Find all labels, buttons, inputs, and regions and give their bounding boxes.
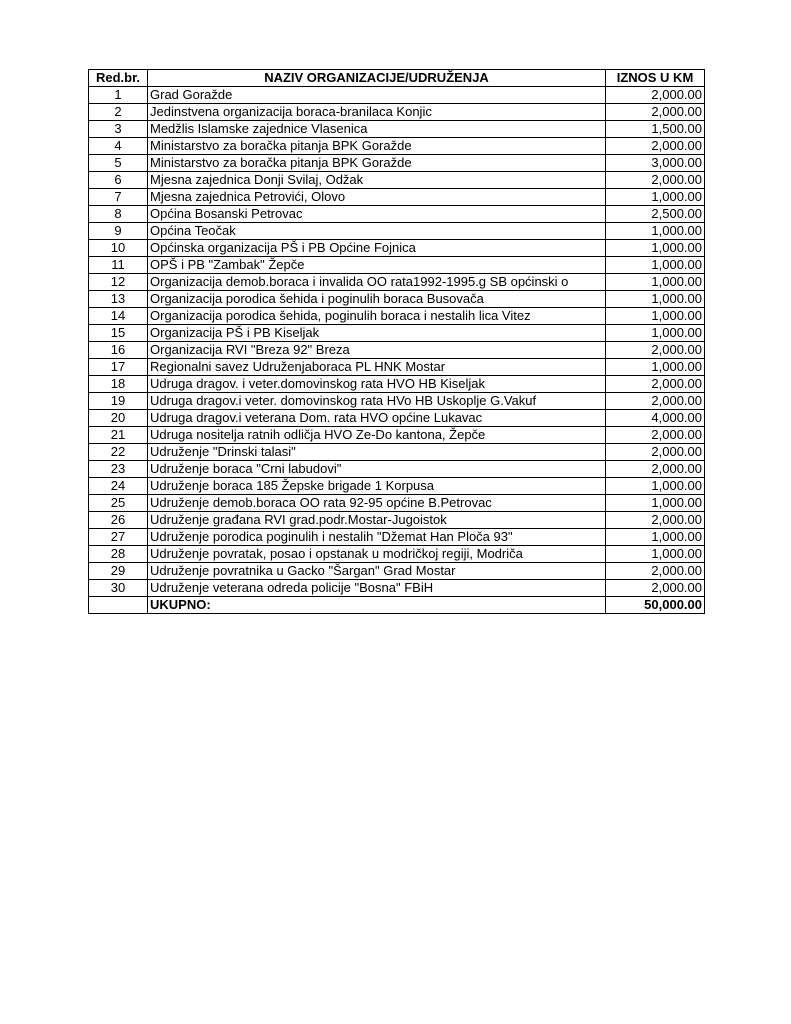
amount: 1,000.00 [606, 291, 705, 308]
table-row [89, 138, 705, 155]
row-number: 2 [89, 104, 148, 121]
table-row [89, 308, 705, 325]
amount: 1,000.00 [606, 223, 705, 240]
amount: 2,500.00 [606, 206, 705, 223]
row-number: 8 [89, 206, 148, 223]
amount: 1,000.00 [606, 274, 705, 291]
row-number: 28 [89, 546, 148, 563]
row-number: 11 [89, 257, 148, 274]
table-header-row [89, 70, 705, 87]
organization-name: Udruga nositelja ratnih odličja HVO Ze-Do kantona, Žepče [148, 427, 606, 444]
total-row [89, 597, 705, 614]
organization-name: Regionalni savez Udruženjaboraca PL HNK Mostar [148, 359, 606, 376]
amount: 2,000.00 [606, 563, 705, 580]
amount: 1,000.00 [606, 325, 705, 342]
organization-name: Udruženje građana RVI grad.podr.Mostar-Jugoistok [148, 512, 606, 529]
table-row [89, 563, 705, 580]
row-number: 3 [89, 121, 148, 138]
amount: 1,000.00 [606, 478, 705, 495]
column-header-amount: IZNOS U KM [606, 70, 705, 87]
row-number: 20 [89, 410, 148, 427]
organization-name: Organizacija porodica šehida, poginulih boraca i nestalih lica Vitez [148, 308, 606, 325]
organization-name: Ministarstvo za boračka pitanja BPK Goražde [148, 155, 606, 172]
organization-name: Udruženje boraca "Crni labudovi" [148, 461, 606, 478]
amount: 1,000.00 [606, 308, 705, 325]
amount: 2,000.00 [606, 461, 705, 478]
row-number: 12 [89, 274, 148, 291]
organization-name: Udruženje demob.boraca OO rata 92-95 općine B.Petrovac [148, 495, 606, 512]
table-row [89, 291, 705, 308]
table-row [89, 342, 705, 359]
row-number: 13 [89, 291, 148, 308]
amount: 2,000.00 [606, 444, 705, 461]
row-number: 15 [89, 325, 148, 342]
organization-name: Udruga dragov. i veter.domovinskog rata HVO HB Kiseljak [148, 376, 606, 393]
row-number: 10 [89, 240, 148, 257]
total-empty-cell [89, 597, 148, 614]
table-body [89, 87, 705, 597]
organization-name: Mjesna zajednica Petrovići, Olovo [148, 189, 606, 206]
row-number: 18 [89, 376, 148, 393]
row-number: 17 [89, 359, 148, 376]
table-row [89, 172, 705, 189]
table-row [89, 410, 705, 427]
amount: 2,000.00 [606, 393, 705, 410]
table-row [89, 155, 705, 172]
table-row [89, 580, 705, 597]
table-row [89, 376, 705, 393]
row-number: 14 [89, 308, 148, 325]
table-row [89, 393, 705, 410]
amount: 1,000.00 [606, 495, 705, 512]
table-row [89, 495, 705, 512]
row-number: 27 [89, 529, 148, 546]
organization-name: Udruženje porodica poginulih i nestalih "Džemat Han Ploča 93" [148, 529, 606, 546]
table-row [89, 529, 705, 546]
total-label: UKUPNO: [148, 597, 606, 614]
amount: 1,000.00 [606, 240, 705, 257]
organization-name: Organizacija demob.boraca i invalida OO rata1992-1995.g SB općinski o [148, 274, 606, 291]
table-row [89, 240, 705, 257]
table-row [89, 87, 705, 104]
organization-name: Organizacija porodica šehida i poginulih boraca Busovača [148, 291, 606, 308]
table-row [89, 478, 705, 495]
organization-name: Udruga dragov.i veterana Dom. rata HVO općine Lukavac [148, 410, 606, 427]
table-row [89, 121, 705, 138]
row-number: 23 [89, 461, 148, 478]
table-row [89, 257, 705, 274]
row-number: 16 [89, 342, 148, 359]
row-number: 6 [89, 172, 148, 189]
organization-name: Mjesna zajednica Donji Svilaj, Odžak [148, 172, 606, 189]
organization-name: Općina Bosanski Petrovac [148, 206, 606, 223]
amount: 2,000.00 [606, 512, 705, 529]
amount: 1,000.00 [606, 529, 705, 546]
organization-name: Udruženje veterana odreda policije "Bosna" FBiH [148, 580, 606, 597]
amount: 3,000.00 [606, 155, 705, 172]
row-number: 30 [89, 580, 148, 597]
amount: 2,000.00 [606, 104, 705, 121]
table-row [89, 512, 705, 529]
amount: 2,000.00 [606, 580, 705, 597]
row-number: 29 [89, 563, 148, 580]
row-number: 7 [89, 189, 148, 206]
organization-name: Medžlis Islamske zajednice Vlasenica [148, 121, 606, 138]
amount: 2,000.00 [606, 138, 705, 155]
table-row [89, 461, 705, 478]
amount: 1,500.00 [606, 121, 705, 138]
amount: 4,000.00 [606, 410, 705, 427]
table-row [89, 359, 705, 376]
table-row [89, 325, 705, 342]
table-row [89, 189, 705, 206]
organization-name: OPŠ i PB "Zambak" Žepče [148, 257, 606, 274]
amount: 2,000.00 [606, 427, 705, 444]
organization-name: Udruženje povratnika u Gacko "Šargan" Grad Mostar [148, 563, 606, 580]
funding-table [88, 69, 705, 614]
table-row [89, 427, 705, 444]
table-row [89, 274, 705, 291]
amount: 1,000.00 [606, 189, 705, 206]
amount: 2,000.00 [606, 172, 705, 189]
organization-name: Jedinstvena organizacija boraca-branilaca Konjic [148, 104, 606, 121]
table-row [89, 104, 705, 121]
row-number: 26 [89, 512, 148, 529]
amount: 2,000.00 [606, 87, 705, 104]
amount: 1,000.00 [606, 546, 705, 563]
organization-name: Ministarstvo za boračka pitanja BPK Goražde [148, 138, 606, 155]
total-amount: 50,000.00 [606, 597, 705, 614]
organization-name: Udruženje "Drinski talasi" [148, 444, 606, 461]
amount: 1,000.00 [606, 359, 705, 376]
row-number: 22 [89, 444, 148, 461]
amount: 2,000.00 [606, 342, 705, 359]
column-header-organization: NAZIV ORGANIZACIJE/UDRUŽENJA [148, 70, 606, 87]
row-number: 19 [89, 393, 148, 410]
table-row [89, 444, 705, 461]
row-number: 4 [89, 138, 148, 155]
column-header-number: Red.br. [89, 70, 148, 87]
organization-name: Organizacija PŠ i PB Kiseljak [148, 325, 606, 342]
row-number: 24 [89, 478, 148, 495]
row-number: 25 [89, 495, 148, 512]
row-number: 9 [89, 223, 148, 240]
organization-name: Udruga dragov.i veter. domovinskog rata HVo HB Uskoplje G.Vakuf [148, 393, 606, 410]
row-number: 5 [89, 155, 148, 172]
amount: 1,000.00 [606, 257, 705, 274]
organization-name: Udruženje povratak, posao i opstanak u modričkoj regiji, Modriča [148, 546, 606, 563]
table-row [89, 546, 705, 563]
row-number: 1 [89, 87, 148, 104]
organization-name: Organizacija RVI "Breza 92" Breza [148, 342, 606, 359]
organization-name: Općinska organizacija PŠ i PB Općine Fojnica [148, 240, 606, 257]
organization-name: Grad Goražde [148, 87, 606, 104]
amount: 2,000.00 [606, 376, 705, 393]
table-row [89, 223, 705, 240]
row-number: 21 [89, 427, 148, 444]
organization-name: Udruženje boraca 185 Žepske brigade 1 Korpusa [148, 478, 606, 495]
organization-name: Općina Teočak [148, 223, 606, 240]
table-row [89, 206, 705, 223]
